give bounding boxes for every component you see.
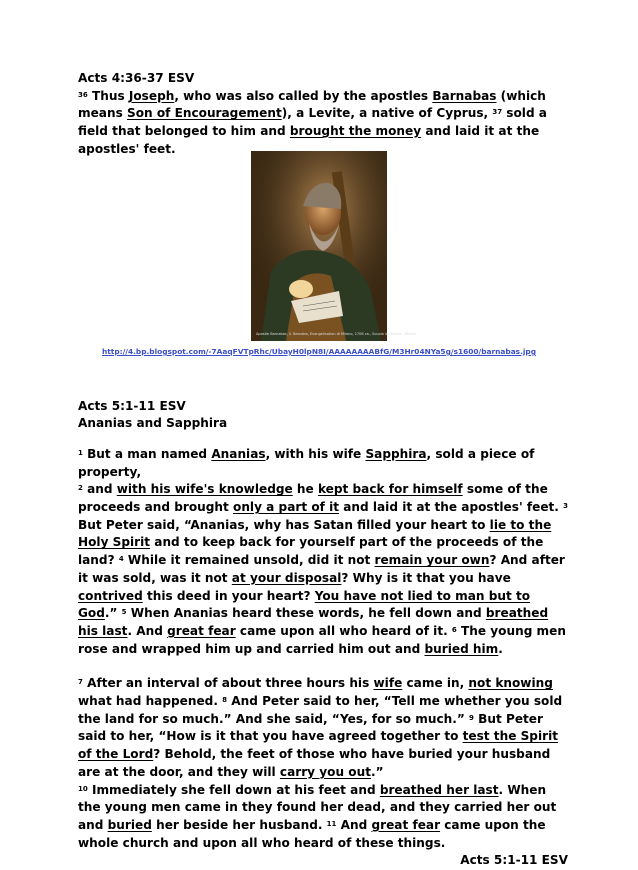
underlined-phrase: breathed her last [379, 782, 499, 797]
text: But a man named [82, 446, 212, 461]
underlined-phrase: remain your own [374, 553, 490, 568]
barnabas-painting [251, 151, 417, 341]
underlined-phrase: great fear [167, 623, 236, 638]
spacer [78, 433, 568, 446]
verse-number: 4 [118, 555, 124, 564]
underlined-phrase: great fear [371, 817, 441, 832]
verse-number: 2 [78, 484, 83, 493]
underlined-phrase: Ananias [211, 446, 266, 461]
spacer [78, 658, 568, 675]
text: came in, [402, 676, 469, 691]
verse-number: 3 [563, 502, 568, 511]
text: After an interval of about three hours his [82, 676, 374, 691]
underlined-phrase: carry you out [279, 764, 371, 779]
underlined-phrase: Barnabas [432, 88, 497, 103]
verse-number: 9 [469, 713, 474, 722]
image-source-link[interactable]: http://4.bp.blogspot.com/-7AaqFVTpRhc/UbayH0lpN8I/AAAAAAAABfG/M3Hr04NYa5g/s1600/barnabas.jpg [102, 347, 537, 356]
text: and laid it at the apostles' feet. [78, 124, 540, 156]
footer-reference: Acts 5:1-11 ESV [460, 853, 568, 868]
underlined-phrase: Son of Encouragement [126, 106, 282, 121]
text: and to keep back for yourself part of the proceeds of the land? [78, 535, 544, 568]
text: (which means [78, 88, 546, 121]
text: The young men rose and wrapped him up and carried him out and [78, 623, 566, 656]
underlined-phrase: at your disposal [231, 570, 342, 585]
text: what had happened. [78, 694, 223, 709]
verse-number: 6 [451, 625, 457, 634]
text: Immediately she fell down at his feet and [87, 782, 380, 797]
text: ), a Levite, a native of Cyprus, [281, 106, 493, 121]
underlined-phrase: brought the money [289, 124, 422, 139]
paragraph-barnabas [78, 88, 568, 159]
text: ? Why is it that you have [341, 570, 511, 585]
text: this deed in your heart? [142, 588, 315, 603]
text: came upon the whole church and upon all who heard of these things. [78, 817, 546, 850]
text: And [336, 817, 372, 832]
text: and laid it at the apostles' feet. [339, 500, 564, 515]
underlined-phrase: Joseph [128, 88, 175, 103]
underlined-phrase: kept back for himself [317, 482, 463, 497]
text: and [82, 482, 117, 497]
underlined-phrase: buried [107, 817, 152, 832]
verse-number: 10 [78, 784, 88, 793]
text: .” [370, 764, 384, 779]
verse-number: 36 [78, 90, 88, 99]
heading-ananias-sapphira: Ananias and Sapphira [78, 416, 228, 431]
underlined-phrase: only a part of it [233, 500, 340, 515]
image-fine-print: Apostle Barnabas, il. Barnaba, Evangelisation di Milano, 1706 ca., Scuola lombarda - Milano [256, 332, 417, 336]
text: Thus [91, 88, 129, 103]
underlined-phrase: lie to the Holy Spirit [78, 517, 552, 550]
text: , sold a piece of property, [78, 446, 535, 479]
text: When Ananias heard these words, he fell down and [126, 606, 486, 621]
heading-acts-4: Acts 4:36-37 ESV [78, 71, 195, 85]
text: While it remained unsold, did it not [123, 553, 375, 568]
text: But Peter said to her, “How is it that you have agreed together to [78, 711, 543, 744]
text: some of the proceeds and brought [78, 482, 548, 515]
painting-illustration [251, 151, 417, 341]
underlined-phrase: You have not lied to man but to God [78, 588, 531, 621]
text: . And [127, 623, 168, 638]
paragraph-ananias [78, 446, 568, 658]
heading-acts-5: Acts 5:1-11 ESV [78, 398, 186, 413]
verse-number: 1 [78, 448, 83, 457]
text: . [498, 641, 503, 656]
underlined-phrase: buried him [424, 641, 499, 656]
text: . When the young men came in they found her dead, and they carried her out and [78, 782, 557, 832]
verse-number: 37 [492, 108, 503, 117]
text: her beside her husband. [151, 817, 327, 832]
underlined-phrase: breathed his last [78, 606, 549, 638]
text: came upon all who heard of it. [235, 623, 452, 638]
verse-number: 8 [222, 696, 228, 705]
underlined-phrase: test the Spirit of the Lord [78, 729, 559, 762]
text: , with his wife [265, 446, 366, 461]
underlined-phrase: with his wife's knowledge [116, 482, 293, 497]
text: .” [104, 606, 122, 621]
text: , who was also called by the apostles [174, 88, 433, 103]
text: ? Behold, the feet of those who have buried your husband are at the door, and they will [78, 747, 551, 779]
text: ? And after it was sold, was it not [78, 553, 565, 585]
text: he [292, 482, 318, 497]
verse-number: 5 [121, 608, 127, 617]
verse-number: 11 [326, 819, 337, 828]
underlined-phrase: Sapphira [365, 446, 427, 461]
underlined-phrase: wife [373, 676, 403, 691]
underlined-phrase: contrived [78, 588, 143, 603]
text: And Peter said to her, “Tell me whether you sold the land for so much.” And she said, “Yes, for so much.” [78, 694, 563, 726]
text: But Peter said, “Ananias, why has Satan filled your heart to [78, 517, 490, 532]
underlined-phrase: not knowing [468, 676, 553, 691]
text: sold a field that belonged to him and [78, 106, 547, 139]
verse-number: 7 [78, 678, 83, 687]
